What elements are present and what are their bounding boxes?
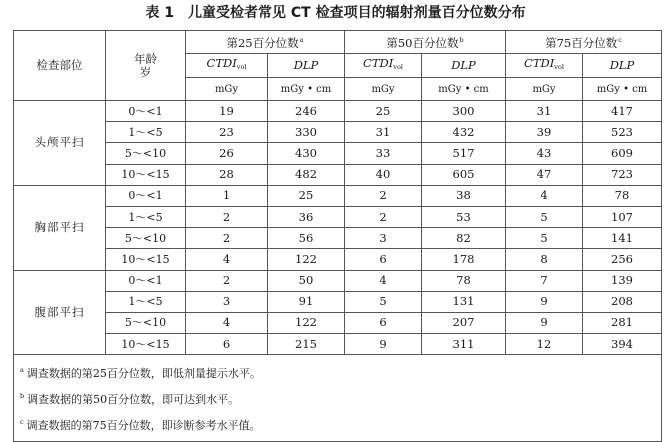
cell-dlp-p25: 215 xyxy=(268,334,345,355)
table-caption: 儿童受检者常见 CT 检查项目的辐射剂量百分位数分布 xyxy=(188,5,526,21)
cell-ctdi-p50: 3 xyxy=(345,228,422,249)
cell-age: 5～<10 xyxy=(106,228,186,249)
note-a: $^a$ 调查数据的第25百分位数，即低剂量提示水平。 xyxy=(20,366,261,381)
cell-dlp-p50: 38 xyxy=(422,185,506,206)
cell-dlp-p50: 300 xyxy=(422,101,506,122)
cell-ctdi-p75: 47 xyxy=(506,164,583,185)
cell-ctdi-p75: 9 xyxy=(506,312,583,333)
cell-ctdi-p25: 2 xyxy=(186,270,268,291)
cell-dlp-p75: 208 xyxy=(583,291,662,312)
cell-exam-part: 头颅平扫 xyxy=(14,101,106,186)
cell-age: 5～<10 xyxy=(106,143,186,164)
note-b: $^b$ 调查数据的第50百分位数，即可达到水平。 xyxy=(20,392,240,407)
cell-ctdi-p50: 6 xyxy=(345,312,422,333)
cell-age: 10～<15 xyxy=(106,249,186,270)
cell-ctdi-p50: 6 xyxy=(345,249,422,270)
cell-dlp-p75: 78 xyxy=(583,185,662,206)
cell-ctdi-p25: 2 xyxy=(186,228,268,249)
table-row xyxy=(14,122,662,143)
cell-ctdi-p25: 23 xyxy=(186,122,268,143)
cell-dlp-p25: 482 xyxy=(268,164,345,185)
table-row xyxy=(14,291,662,312)
cell-ctdi-p25: 26 xyxy=(186,143,268,164)
cell-exam-part: 腹部平扫 xyxy=(14,270,106,355)
cell-dlp-p75: 139 xyxy=(583,270,662,291)
table-row xyxy=(14,334,662,355)
cell-dlp-p25: 246 xyxy=(268,101,345,122)
cell-ctdi-p50: 4 xyxy=(345,270,422,291)
cell-age: 1～<5 xyxy=(106,291,186,312)
header-dlp: DLP xyxy=(268,54,345,78)
cell-age: 0～<1 xyxy=(106,185,186,206)
cell-ctdi-p25: 4 xyxy=(186,249,268,270)
table-row xyxy=(14,312,662,333)
header-ctdi: $CTDI_{vol}$ xyxy=(345,54,422,78)
table-title xyxy=(0,0,671,30)
cell-ctdi-p50: 2 xyxy=(345,206,422,227)
cell-dlp-p50: 517 xyxy=(422,143,506,164)
table-number: 表 1 xyxy=(145,5,175,21)
note-c: $^c$ 调查数据的第75百分位数，即诊断参考水平值。 xyxy=(20,418,261,433)
header-dlp: DLP xyxy=(583,54,662,78)
cell-dlp-p75: 256 xyxy=(583,249,662,270)
cell-ctdi-p50: 25 xyxy=(345,101,422,122)
header-ctdi: $CTDI_{vol}$ xyxy=(186,54,268,78)
header-group-p75: 第75百分位数$^c$ xyxy=(506,31,662,54)
dose-table xyxy=(13,30,662,442)
cell-ctdi-p50: 9 xyxy=(345,334,422,355)
cell-ctdi-p25: 4 xyxy=(186,312,268,333)
header-unit-dlp: mGy • cm xyxy=(268,78,345,101)
cell-ctdi-p50: 40 xyxy=(345,164,422,185)
table-row xyxy=(14,249,662,270)
table-row xyxy=(14,185,662,206)
cell-age: 10～<15 xyxy=(106,334,186,355)
cell-dlp-p25: 25 xyxy=(268,185,345,206)
header-age-line2: 岁 xyxy=(139,64,152,79)
header-unit-dlp: mGy • cm xyxy=(583,78,662,101)
cell-ctdi-p75: 9 xyxy=(506,291,583,312)
cell-age: 0～<1 xyxy=(106,101,186,122)
cell-dlp-p75: 609 xyxy=(583,143,662,164)
cell-ctdi-p75: 12 xyxy=(506,334,583,355)
table-row xyxy=(14,270,662,291)
cell-dlp-p75: 723 xyxy=(583,164,662,185)
cell-ctdi-p75: 8 xyxy=(506,249,583,270)
header-part: 检查部位 xyxy=(14,31,106,101)
header-group-p25: 第25百分位数$^a$ xyxy=(186,31,345,54)
cell-dlp-p50: 78 xyxy=(422,270,506,291)
cell-ctdi-p75: 5 xyxy=(506,206,583,227)
header-dlp: DLP xyxy=(422,54,506,78)
cell-age: 5～<10 xyxy=(106,312,186,333)
cell-age: 0～<1 xyxy=(106,270,186,291)
cell-dlp-p75: 394 xyxy=(583,334,662,355)
cell-dlp-p75: 523 xyxy=(583,122,662,143)
cell-dlp-p50: 178 xyxy=(422,249,506,270)
cell-ctdi-p75: 4 xyxy=(506,185,583,206)
cell-dlp-p50: 131 xyxy=(422,291,506,312)
cell-ctdi-p75: 39 xyxy=(506,122,583,143)
notes-row xyxy=(14,355,662,442)
cell-ctdi-p50: 33 xyxy=(345,143,422,164)
table-row xyxy=(14,206,662,227)
cell-ctdi-p75: 5 xyxy=(506,228,583,249)
cell-ctdi-p25: 2 xyxy=(186,206,268,227)
cell-ctdi-p50: 5 xyxy=(345,291,422,312)
table-notes xyxy=(14,355,662,442)
header-ctdi: $CTDI_{vol}$ xyxy=(506,54,583,78)
table-row xyxy=(14,101,662,122)
cell-ctdi-p25: 3 xyxy=(186,291,268,312)
cell-dlp-p75: 281 xyxy=(583,312,662,333)
cell-dlp-p50: 311 xyxy=(422,334,506,355)
header-age-line1: 年龄 xyxy=(134,51,157,66)
cell-dlp-p25: 50 xyxy=(268,270,345,291)
cell-dlp-p25: 36 xyxy=(268,206,345,227)
cell-dlp-p75: 107 xyxy=(583,206,662,227)
header-age xyxy=(106,31,186,101)
cell-exam-part: 胸部平扫 xyxy=(14,185,106,270)
cell-ctdi-p75: 43 xyxy=(506,143,583,164)
cell-dlp-p50: 53 xyxy=(422,206,506,227)
cell-ctdi-p25: 28 xyxy=(186,164,268,185)
cell-dlp-p25: 56 xyxy=(268,228,345,249)
cell-ctdi-p50: 2 xyxy=(345,185,422,206)
cell-ctdi-p25: 1 xyxy=(186,185,268,206)
header-row-groups xyxy=(14,31,662,54)
header-unit-dlp: mGy • cm xyxy=(422,78,506,101)
cell-dlp-p50: 207 xyxy=(422,312,506,333)
header-unit-ctdi: mGy xyxy=(506,78,583,101)
cell-age: 10～<15 xyxy=(106,164,186,185)
cell-age: 1～<5 xyxy=(106,122,186,143)
cell-dlp-p25: 330 xyxy=(268,122,345,143)
cell-ctdi-p25: 19 xyxy=(186,101,268,122)
table-row xyxy=(14,143,662,164)
table-row xyxy=(14,228,662,249)
header-group-p50: 第50百分位数$^b$ xyxy=(345,31,506,54)
table-row xyxy=(14,164,662,185)
cell-dlp-p25: 122 xyxy=(268,312,345,333)
header-unit-ctdi: mGy xyxy=(186,78,268,101)
cell-dlp-p75: 141 xyxy=(583,228,662,249)
cell-ctdi-p75: 7 xyxy=(506,270,583,291)
cell-dlp-p25: 430 xyxy=(268,143,345,164)
cell-dlp-p25: 122 xyxy=(268,249,345,270)
cell-ctdi-p25: 6 xyxy=(186,334,268,355)
cell-age: 1～<5 xyxy=(106,206,186,227)
cell-dlp-p50: 605 xyxy=(422,164,506,185)
cell-ctdi-p50: 31 xyxy=(345,122,422,143)
cell-dlp-p50: 432 xyxy=(422,122,506,143)
cell-ctdi-p75: 31 xyxy=(506,101,583,122)
cell-dlp-p25: 91 xyxy=(268,291,345,312)
cell-dlp-p75: 417 xyxy=(583,101,662,122)
header-unit-ctdi: mGy xyxy=(345,78,422,101)
cell-dlp-p50: 82 xyxy=(422,228,506,249)
